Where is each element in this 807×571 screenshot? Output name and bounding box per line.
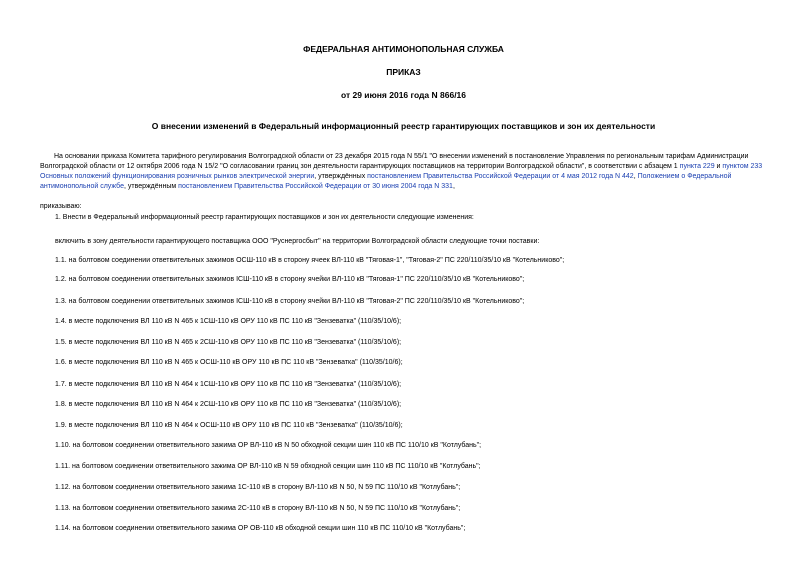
list-item: 1.4. в месте подключения ВЛ 110 кВ N 465 к 1СШ-110 кВ ОРУ 110 кВ ПС 110 кВ "Зензеватка" (110/35/10/6); (55, 318, 402, 325)
list-item: 1.12. на болтовом соединении ответвительного зажима 1С-110 кВ в сторону ВЛ-110 кВ N 50, N 59 ПС 110/10 кВ "Котлубань"; (55, 484, 461, 491)
list-item: 1.13. на болтовом соединении ответвительного зажима 2С-110 кВ в сторону ВЛ-110 кВ N 50, N 59 ПС 110/10 кВ "Котлубань"; (55, 505, 461, 512)
preamble-text-5: , (633, 173, 638, 180)
preamble-text-2: и (714, 163, 723, 170)
list-item: 1.2. на болтовом соединении ответвительных зажимов ІСШ-110 кВ в сторону ячейки ВЛ-110 кВ "Тяговая-1" ПС 220/110/35/10 кВ "Котельниково"; (55, 276, 525, 283)
list-item: 1.1. на болтовом соединении ответвительных зажимов ОСШ-110 кВ в сторону ячеек ВЛ-110 кВ "Тяговая-1", "Тяговая-2" ПС 220/110/35/10 кВ "Котельниково"; (55, 257, 565, 264)
list-item: 1.9. в месте подключения ВЛ 110 кВ N 464 к ОСШ-110 кВ ОРУ 110 кВ ПС 110 кВ "Зензеватка" (110/35/10/6); (55, 422, 403, 429)
preamble-text-7: , (452, 183, 455, 190)
list-item: 1.5. в месте подключения ВЛ 110 кВ N 465 к 2СШ-110 кВ ОРУ 110 кВ ПС 110 кВ "Зензеватка" (110/35/10/6); (55, 339, 402, 346)
list-item: 1.3. на болтовом соединении ответвительных зажимов ІСШ-110 кВ в сторону ячейки ВЛ-110 кВ "Тяговая-2" ПС 220/110/35/10 кВ "Котельниково"; (55, 298, 525, 305)
order-word: приказываю: (40, 203, 82, 210)
preamble-paragraph (40, 152, 770, 192)
link-punkt-229[interactable]: пункта 229 (679, 163, 715, 170)
list-item: 1.14. на болтовом соединении ответвительного зажима ОР ОВ-110 кВ обходной секции шин 110 кВ ПС 110/10 кВ "Котлубань"; (55, 525, 466, 532)
document-date-number: от 29 июня 2016 года N 866/16 (340, 90, 467, 100)
intro-paragraph: 1. Внести в Федеральный информационный реестр гарантирующих поставщиков и зон их деятельности следующие изменения: (55, 214, 474, 221)
link-resolution-442[interactable]: постановлением Правительства Российской Федерации от 4 мая 2012 года N 442 (367, 173, 634, 180)
link-fas-regulation[interactable]: Положением о Федеральной антимонопольной службе (40, 173, 732, 190)
preamble-text-4: , утверждённых (314, 173, 368, 180)
zone-paragraph: включить в зону деятельности гарантирующего поставщика ООО "Руснергосбыт" на территории Волгоградской области следующие точки поставки: (55, 238, 540, 245)
preamble-text-1: На основании приказа Комитета тарифного регулирования Волгоградской области от 23 декабря 2015 года N 55/1 "О внесении изменений в постановление Управления по региональным тарифам Администрации Волгоградской области от 12 октября 2006 года N 15/2 "О согласовании границ зон деятельности гарантирующих поставщиков на территории Волгоградской области", в соответствии с абзацем 1 (40, 153, 749, 170)
list-item: 1.10. на болтовом соединении ответвительного зажима ОР ВЛ-110 кВ N 50 обходной секции шин 110 кВ ПС 110/10 кВ "Котлубань"; (55, 442, 482, 449)
link-basic-provisions[interactable]: Основных положений функционирования розничных рынков электрической энергии (40, 173, 315, 180)
document-type-heading: ПРИКАЗ (386, 67, 421, 77)
list-item: 1.7. в месте подключения ВЛ 110 кВ N 464 к 1СШ-110 кВ ОРУ 110 кВ ПС 110 кВ "Зензеватка" (110/35/10/6); (55, 381, 402, 388)
document-title: О внесении изменений в Федеральный информационный реестр гарантирующих поставщиков и зон их деятельности (151, 121, 656, 131)
list-item: 1.11. на болтовом соединении ответвительного зажима ОР ВЛ-110 кВ N 59 обходной секции шин 110 кВ ПС 110/10 кВ "Котлубань"; (55, 463, 481, 470)
agency-heading: ФЕДЕРАЛЬНАЯ АНТИМОНОПОЛЬНАЯ СЛУЖБА (303, 44, 504, 54)
preamble-text-6: , утверждённым (123, 183, 179, 190)
list-item: 1.6. в месте подключения ВЛ 110 кВ N 465 к ОСШ-110 кВ ОРУ 110 кВ ПС 110 кВ "Зензеватка" (110/35/10/6); (55, 359, 403, 366)
link-punkt-233[interactable]: пунктом 233 (722, 163, 763, 170)
link-resolution-331[interactable]: постановлением Правительства Российской Федерации от 30 июня 2004 года N 331 (178, 183, 453, 190)
list-item: 1.8. в месте подключения ВЛ 110 кВ N 464 к 2СШ-110 кВ ОРУ 110 кВ ПС 110 кВ "Зензеватка" (110/35/10/6); (55, 401, 402, 408)
